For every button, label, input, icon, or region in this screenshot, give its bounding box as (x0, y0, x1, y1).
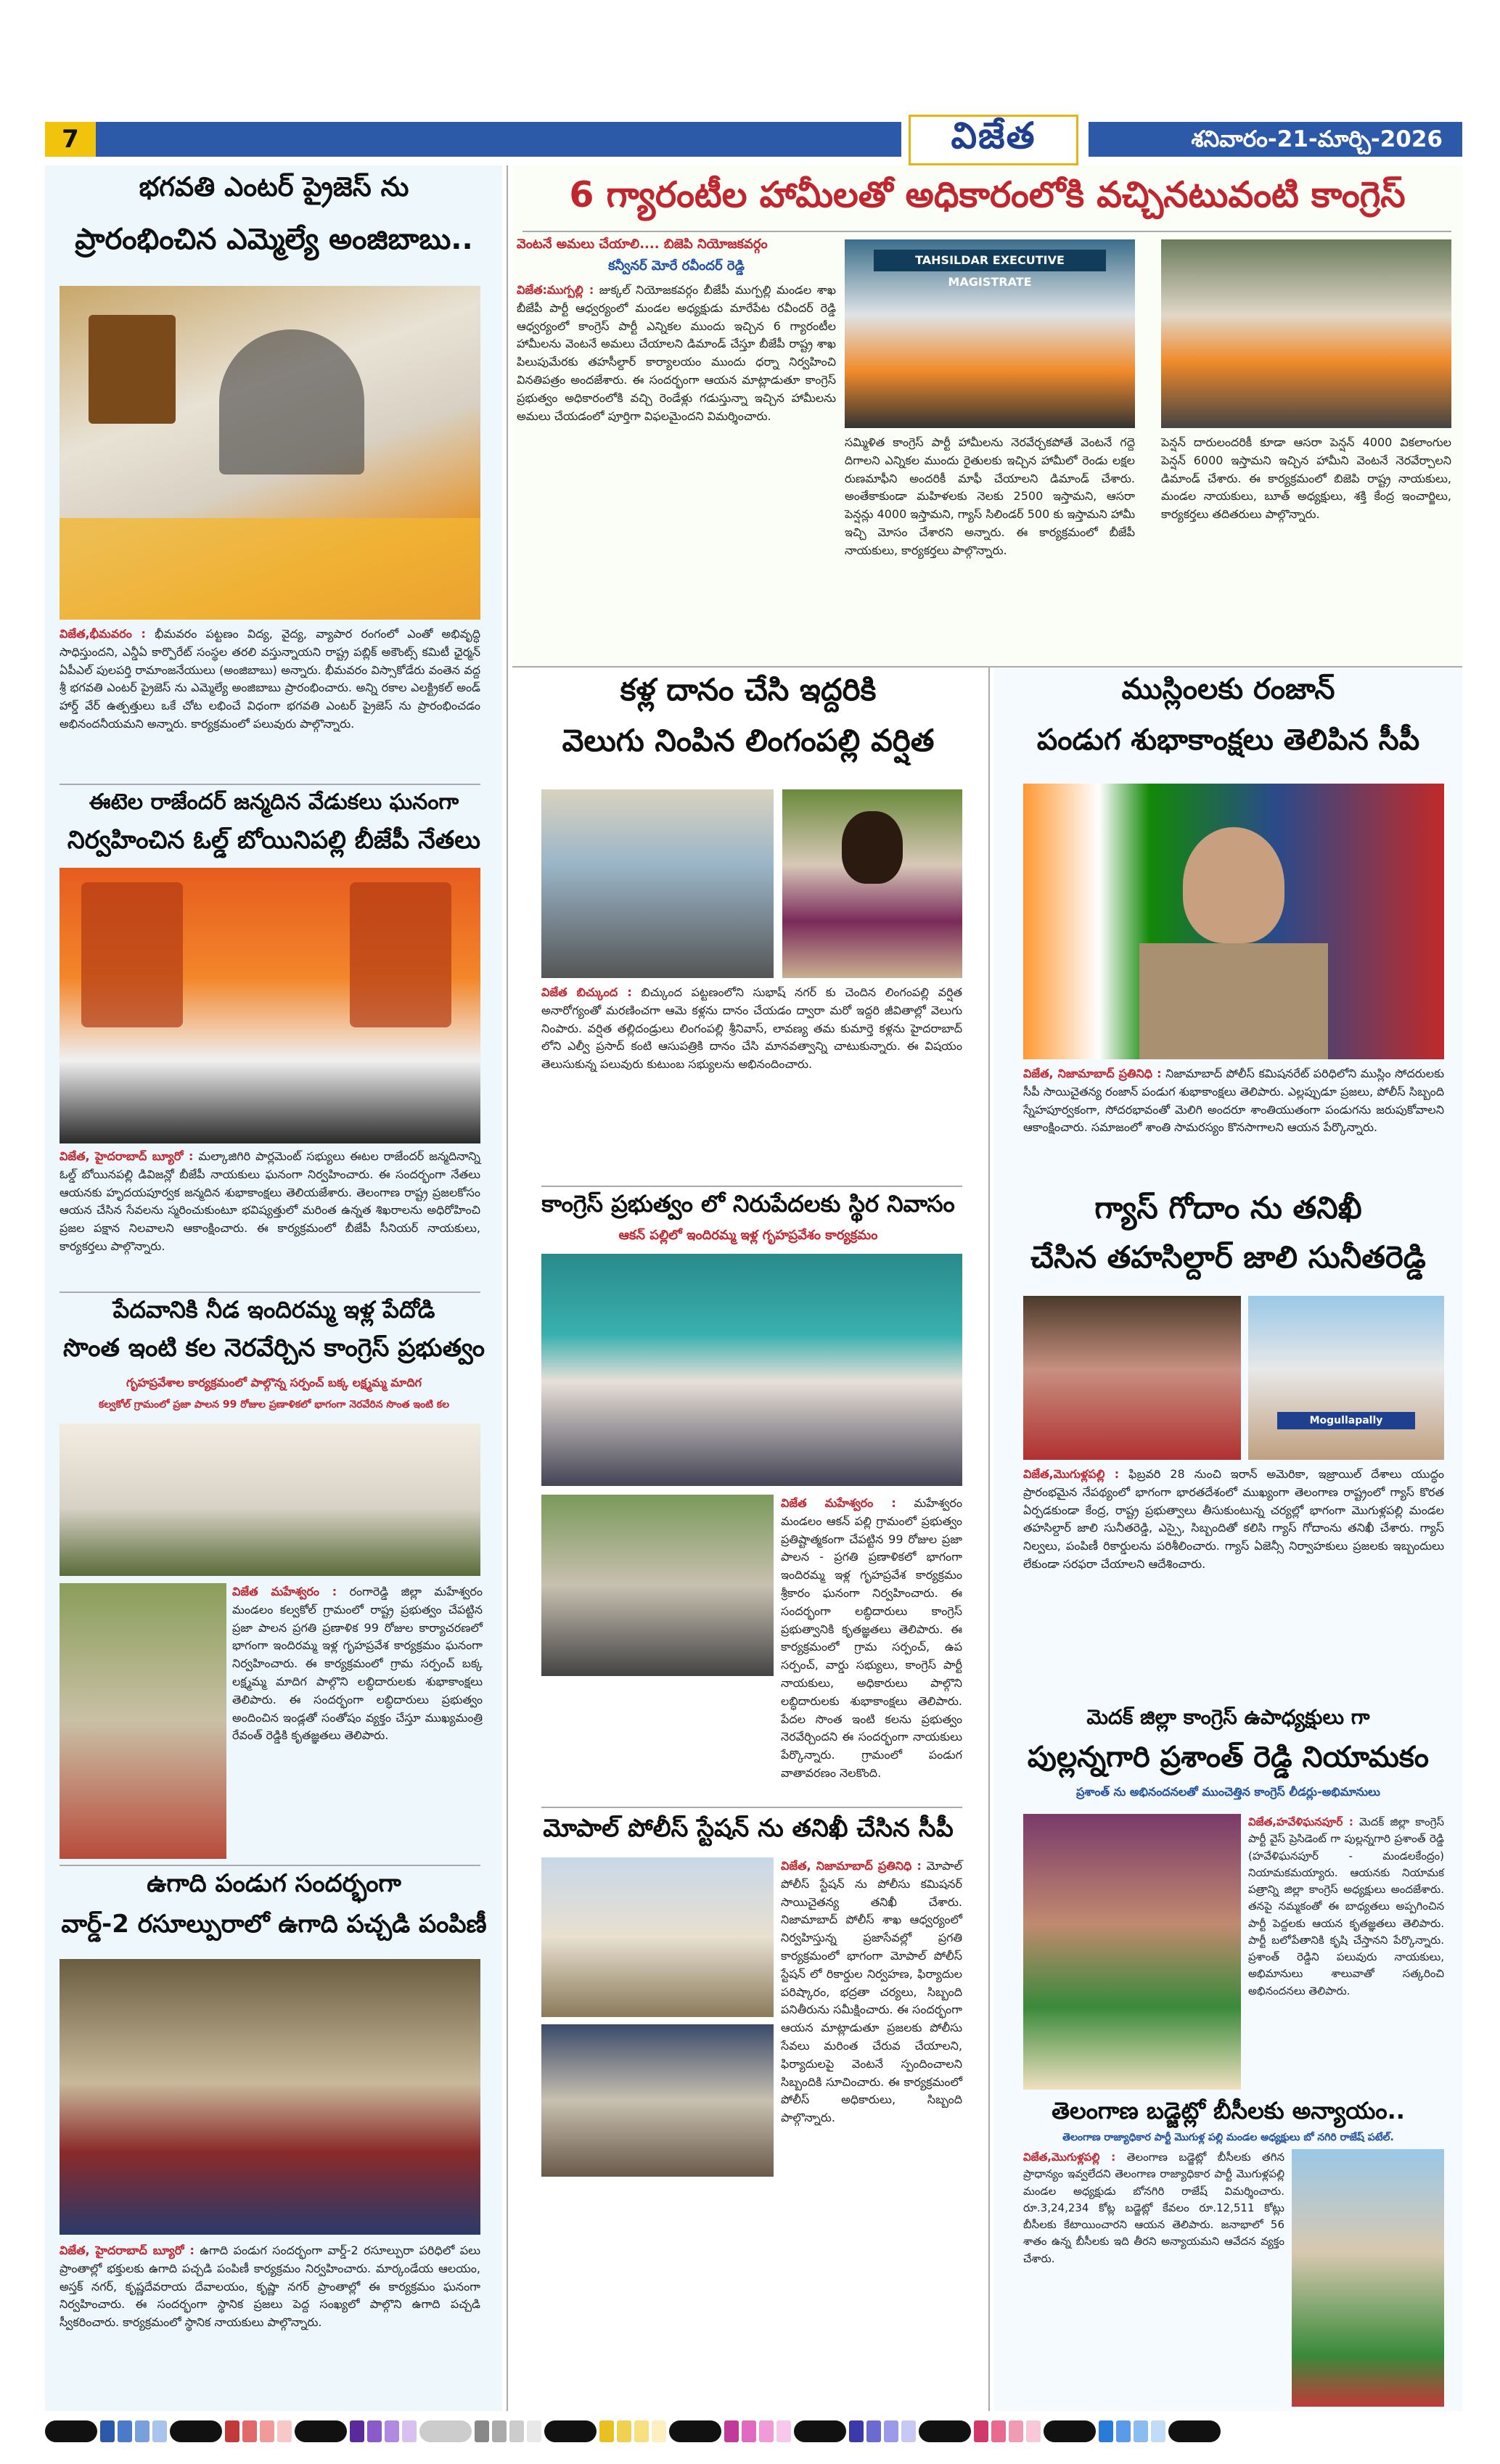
page-number: 7 (45, 122, 96, 157)
lead-headline: 6 గ్యారంటీల హామీలతో అధికారంలోకి వచ్చినటువంటి కాంగ్రెస్ (569, 174, 1406, 215)
headline: భగవతి ఎంటర్ ప్రైజెస్ ను (139, 171, 409, 202)
article-body: విజేత మహేశ్వరం : మహేశ్వరం మండలం ఆకన్ పల్లి గ్రామంలో ప్రభుత్వం ప్రతిష్టాత్మకంగా చేపట్టిన 99 రోజుల ప్రజా పాలన - ప్రగతి ప్రణాళికలో భాగంగా ఇందిరమ్మ ఇళ్ల గృహప్రవేశ కార్యక్రమం శ్రీకారం ఘనంగా నిర్వహించారు. ఈ సందర్భంగా లబ్ధిదారులు కాంగ్రెస్ ప్రభుత్వానికి కృతజ్ఞతలు తెలిపారు. ఈ కార్యక్రమంలో గ్రామ సర్పంచ్, ఉప సర్పంచ్, వార్డు సభ్యులు, కాంగ్రెస్ పార్టీ నాయకులు, అధికారులు పాల్గొని లబ్ధిదారులకు శుభాకాంక్షలు తెలిపారు. పేదల సొంత ఇంటి కలను ప్రభుత్వం నెరవేర్చిందని ఈ సందర్భంగా నాయకులు పేర్కొన్నారు. గ్రామంలో పండుగ వాతావరణం నెలకొంది. (781, 1496, 962, 1780)
sub-headline: వెంటనే అమలు చేయాలి.... బిజెపి నియోజకవర్గం (517, 237, 768, 252)
headline: తెలంగాణ బడ్జెట్లో బీసీలకు అన్యాయం.. (1052, 2097, 1405, 2124)
sub-headline: ప్రశాంత్ ను అభినందనలతో ముంచెత్తిన కాంగ్రెస్ లీడర్లు-అభిమానులు (1076, 1785, 1380, 1799)
article-body: విజేత, నిజామాబాద్ ప్రతినిధి : నిజామాబాద్ పోలీస్ కమిషనరేట్ పరిధిలోని ముస్లిం సోదరులకు సీపీ సాయిచైతన్య రంజాన్ పండుగ శుభాకాంక్షలు తెలిపారు. ఎల్లప్పుడూ ప్రజలు, పోలీస్ సిబ్బంది స్నేహపూర్వకంగా, సోదరభావంతో మెలిగి అందరూ శాంతియుతంగా పండుగను జరుపుకోవాలని ఆకాంక్షించారు. సమాజంలో శాంతి సామరస్యం కొనసాగాలని ఆయన పేర్కొన్నారు. (1023, 1067, 1444, 1135)
article-body: విజేత,హవేళిఘనపూర్ : మెదక్ జిల్లా కాంగ్రెస్ పార్టీ వైస్ ప్రెసిడెంట్ గా పుల్లన్నగారి ప్రశాంత్ రెడ్డి (హవేళిఘనపూర్ - మండలకేంద్రం) నియామకమయ్యారు. ఆయనకు నియామక పత్రాన్ని జిల్లా కాంగ్రెస్ అధ్యక్షులు అందజేశారు. తనపై నమ్మకంతో ఈ బాధ్యతలు అప్పగించిన పార్టీ పెద్దలకు ఆయన కృతజ్ఞతలు తెలిపారు. పార్టీ బలోపేతానికి కృషి చేస్తానని పేర్కొన్నారు. ప్రశాంత్ రెడ్డిని పలువురు నాయకులు, అభిమానులు శాలువాతో సత్కరించి అభినందనలు తెలిపారు. (1248, 1815, 1444, 1997)
headline: సొంత ఇంటి కల నెరవేర్చిన కాంగ్రెస్ ప్రభుత్వం (62, 1334, 485, 1363)
article-body: విజేత,మొగుళ్లపల్లి : ఫిబ్రవరి 28 నుంచి ఇరాన్ అమెరికా, ఇజ్రాయిల్ దేశాలు యుద్ధం ప్రారంభమైన నేపథ్యంలో భాగంగా భారతదేశంలో ముఖ్యంగా తెలంగాణ రాష్ట్రంలో గ్యాస్ కొరత ఏర్పడకుండా కేంద్ర, రాష్ట్ర ప్రభుత్వాలు తీసుకుంటున్న చర్యల్లో భాగంగా మొగుళ్లపల్లి మండల తహసిల్దార్ జాలి సునీతరెడ్డి, ఎస్సై, సిబ్బందితో కలిసి గ్యాస్ గోదాంను తనిఖీ చేశారు. గ్యాస్ నిల్వలు, పంపిణీ రికార్డులను పరిశీలించారు. గ్యాస్ ఏజెన్సీ నిర్వాహకులు ప్రజలకు ఇబ్బందులు లేకుండా సరఫరా చేయాలని ఆదేశించారు. (1023, 1467, 1444, 1571)
headline: ఉగాది పండుగ సందర్భంగా (147, 1869, 401, 1898)
sub-headline: తెలంగాణ రాజ్యాధికార పార్టీ మొగుళ్ల పల్లి మండల అధ్యక్షులు బో నగిరి రాజేష్ పటేల్. (1062, 2132, 1394, 2143)
rajesh-patel-photo (1292, 2149, 1444, 2407)
headline: నిర్వహించిన ఓల్డ్ బోయినిపల్లి బీజేపీ నేతలు (67, 826, 481, 855)
headline: ప్రారంభించిన ఎమ్మెల్యే అంజిబాబు.. (75, 223, 473, 256)
house-warming-photo (60, 1424, 480, 1576)
bjp-leaders-photo (1161, 239, 1451, 428)
column-divider (507, 165, 508, 2411)
article-body: విజేత, హైదరాబాద్ బ్యూరో : ఉగాది పండుగ సందర్భంగా వార్డ్-2 రసూల్పురా పరిధిలో పలు ప్రాంతాల్లో భక్తులకు ఉగాది పచ్చడి పంపిణీ కార్యక్రమం నిర్వహించారు. మార్కండేయ ఆలయం, అస్తక్ నగర్, కృష్ణదేవరాయ దేవాలయం, కృష్ణా నగర్ ప్రాంతాల్లో ఈ కార్యక్రమం ఘనంగా నిర్వహించారు. ఈ సందర్భంగా స్థానిక ప్రజలు పెద్ద సంఖ్యలో పాల్గొని ఉగాది పచ్చడి స్వీకరించారు. కార్యక్రమంలో స్థానిక నాయకులు పాల్గొన్నారు. (60, 2243, 480, 2330)
tahsildar-office-photo (845, 239, 1135, 428)
villagers-photo (541, 1495, 774, 1676)
article-body: విజేత:ముగ్పల్లి : జుక్కల్ నియోజకవర్గం బీజేపీ ముగ్పల్లి మండల శాఖ బీజేపీ పార్టీ ఆధ్వర్యంలో మండల అధ్యక్షుడు మారేపేట రవీందర్ రెడ్డి ఆధ్వర్యంలో కాంగ్రెస్ పార్టీ ఎన్నికల ముందు ఇచ్చిన 6 గ్యారంటీల హామీలను వెంటనే అమలు చేయాలని డిమాండ్ చేస్తూ బీజేపీ రాష్ట్ర శాఖ పిలుపుమేరకు తహసీల్దార్ కార్యాలయం ముందు ధర్నా నిర్వహించి వినతిపత్రం అందజేశారు. ఈ సందర్భంగా ఆయన మాట్లాడుతూ కాంగ్రెస్ ప్రభుత్వం అధికారంలోకి వచ్చి రెండేళ్లు గడుస్తున్నా ఇచ్చిన హామీలను అమలు చేయడంలో పూర్తిగా విఫలమైందని విమర్శించారు. (517, 283, 836, 423)
office-sign: TAHSILDAR EXECUTIVE MAGISTRATE (874, 250, 1106, 271)
article-body: విజేత, నిజామాబాద్ ప్రతినిధి : మోపాల్ పోలీస్ స్టేషన్ ను పోలీసు కమిషనర్ సాయిచైతన్య తనిఖీ చేశారు. నిజామాబాద్ పోలీస్ శాఖ ఆధ్వర్యంలో నిర్వహిస్తున్న ప్రజాసేవల్లో ప్రగతి కార్యక్రమంలో భాగంగా మోపాల్ పోలీస్ స్టేషన్ లో రికార్డుల నిర్వహణ, ఫిర్యాదుల పరిష్కారం, భద్రతా చర్యలు, సిబ్బంది పనితీరును సమీక్షించారు. ఈ సందర్భంగా ఆయన మాట్లాడుతూ ప్రజలకు పోలీసు సేవలు మరింత చేరువ చేయాలని, ఫిర్యాదులపై వెంటనే స్పందించాలని సిబ్బందికి సూచించారు. ఈ కార్యక్రమంలో పోలీస్ అధికారులు, సిబ్బంది పాల్గొన్నారు. (781, 1859, 962, 2125)
headline: ముస్లింలకు రంజాన్ (1121, 673, 1335, 706)
ugadi-distribution-photo (60, 1959, 480, 2235)
article-body: విజేత,భీమవరం : భీమవరం పట్టణం విద్య, వైద్య, వ్యాపార రంగంలో ఎంతో అభివృద్ధి సాధిస్తుందని, ఎన్డీఏ కార్పొరేట్ సంస్థల తరలి వస్తున్నాయని రాష్ట్ర పబ్లిక్ అకౌంట్స్ కమిటీ ఛైర్మన్ ఏపీఎల్ పులపర్తి రామాంజనేయులు (అంజిబాబు) అన్నారు. భీమవరం విస్సాకోడేరు వంతెన వద్ద శ్రీ భగవతి ఎంటర్ ప్రైజెస్ ను ఎమ్మెల్యే అంజిబాబు ప్రారంభించారు. అన్ని రకాల ఎలక్ట్రికల్ అండ్ హార్డ్ వేర్ ఉత్పత్తులు ఒకే చోట లభించే విధంగా భగవతి ఎంటర్ ప్రైజెస్ ను ప్రారంభించడం అభినందనీయమని అన్నారు. కార్యక్రమంలో పలువురు పాల్గొన్నారు. (60, 627, 481, 731)
gas-godown-photo (1023, 1296, 1241, 1460)
headline: వార్డ్-2 రసూల్పురాలో ఉగాది పచ్చడి పంపిణీ (61, 1910, 487, 1939)
headline: కాంగ్రెస్ ప్రభుత్వం లో నిరుపేదలకు స్థిర నివాసం (541, 1190, 955, 1217)
headline: ఈటెల రాజేందర్ జన్మదిన వేడుకలు ఘనంగా (89, 789, 459, 815)
gas-truck-photo (1248, 1296, 1444, 1460)
ribbon-cutting-photo (60, 1583, 226, 1859)
article-body: విజేత, హైదరాబాద్ బ్యూరో : మల్కాజిగిరి పార్లమెంట్ సభ్యులు ఈటల రాజేందర్ జన్మదినాన్ని ఓల్డ్ బోయినపల్లి డివిజన్లో బీజేపీ నాయకులు ఘనంగా నిర్వహించారు. ఈ సందర్భంగా నేతలు ఆయనకు హృదయపూర్వక జన్మదిన శుభాకాంక్షలు తెలియజేశారు. తెలంగాణ రాష్ట్ర ప్రజలకోసం ఆయన చేసిన సేవలను స్మరించుకుంటూ భవిష్యత్తులో మరింత ఉన్నత శిఖరాలను అధిరోహించి ప్రజల పక్షాన నిలవాలని ఆకాంక్షించారు. ఈ కార్యక్రమంలో బీజేపీ సీనియర్ నాయకులు, కార్యకర్తలు పాల్గొన్నారు. (60, 1149, 480, 1253)
truck-sign: Mogullapally (1277, 1412, 1415, 1429)
headline: మెదక్ జిల్లా కాంగ్రెస్ ఉపాధ్యక్షులు గా (1086, 1705, 1370, 1729)
prashanth-reddy-photo (1023, 1814, 1241, 2090)
police-commissioner-photo (1023, 784, 1444, 1059)
varshitha-portrait (782, 789, 962, 978)
sub-headline: ఆకన్ పల్లిలో ఇందిరమ్మ ఇళ్ల గృహప్రవేశం కార్యక్రమం (618, 1228, 878, 1243)
article-body: పెన్షన్ దారులందరికీ కూడా ఆసరా పెన్షన్ 4000 వికలాంగుల పెన్షన్ 6000 ఇస్తామని ఇచ్చిన హామీని వెంటనే నెరవేర్చాలని డిమాండ్ చేశారు. ఈ కార్యక్రమంలో బిజెపి రాష్ట్ర నాయకులు, మండల నాయకులు, బూత్ అధ్యక్షులు, శక్తి కేంద్ర ఇంచార్జిలు, కార్యకర్తలు తదితరులు పాల్గొన్నారు. (1161, 435, 1451, 522)
store-opening-photo (60, 286, 480, 620)
issue-date: శనివారం-21-మార్చి-2026 (1191, 126, 1443, 152)
article-body: విజేత బిచ్కుంద : బిచ్కుంద పట్టణంలోని సుభాష్ నగర్ కు చెందిన లింగంపల్లి వర్షిత అనారోగ్యంతో మరణించగా ఆమె కళ్లను దానం చేయడం ద్వారా మరో ఇద్దరి జీవితాల్లో వెలుగు నింపారు. వర్షిత తల్లిదండ్రులు లింగంపల్లి శ్రీనివాస్, లావణ్య తమ కుమార్తె కళ్లను హైదరాబాద్ లోని ఎల్వీ ప్రసాద్ కంటి ఆసుపత్రికి దానం చేసి మానవత్వాన్ని చాటుకున్నారు. ఈ విషయం తెలుసుకున్న పలువురు కుటుంబ సభ్యులను అభినందించారు. (541, 985, 962, 1072)
article-body: విజేత మహేశ్వరం : రంగారెడ్డి జిల్లా మహేశ్వరం మండలం కల్వకోల్ గ్రామంలో రాష్ట్ర ప్రభుత్వం చేపట్టిన ప్రజా పాలన ప్రగతి ప్రణాళిక 99 రోజుల కార్యాచరణలో భాగంగా ఇందిరమ్మ ఇళ్ల గృహప్రవేశ కార్యక్రమం ఘనంగా నిర్వహించారు. ఈ కార్యక్రమంలో గ్రామ సర్పంచ్ బక్క లక్ష్మమ్మ మాదిగ పాల్గొని లబ్ధిదారులకు శుభాకాంక్షలు తెలిపారు. ఈ సందర్భంగా లబ్ధిదారులు ప్రభుత్వం అందించిన ఇండ్లతో సంతోషం వ్యక్తం చేస్తూ ముఖ్యమంత్రి రేవంత్ రెడ్డికి కృతజ్ఞతలు తెలిపారు. (232, 1585, 483, 1743)
family-gathering-photo (541, 789, 774, 978)
article-body: సమ్మిళిత కాంగ్రెస్ పార్టీ హామీలను నెరవేర్చకపోతే వెంటనే గద్దె దిగాలని ఎన్నికల ముందు రైతులకు ఇచ్చిన హామీలో రెండు లక్షల రుణమాఫీని అందరికీ మాఫీ చేయాలని డిమాండ్ చేశారు. అంతేకాకుండా మహిళలకు నెలకు 2500 ఇస్తామని, ఆసరా పెన్షన్లు 4000 ఇస్తామని, గ్యాస్ సిలిండర్ 500 కు ఇస్తామని హామీ ఇచ్చి మోసం చేశారని అన్నారు. ఈ కార్యక్రమంలో బీజేపీ నాయకులు, కార్యకర్తలు పాల్గొన్నారు. (845, 435, 1135, 557)
headline: చేసిన తహసిల్దార్ జాలి సునీతరెడ్డి (1030, 1239, 1426, 1275)
headline: మోపాల్ పోలీస్ స్టేషన్ ను తనిఖీ చేసిన సీపీ (543, 1814, 954, 1843)
article-body: విజేత,మొగుళ్లపల్లి : తెలంగాణ బడ్జెట్లో బీసీలకు తగిన ప్రాధాన్యం ఇవ్వలేదని తెలంగాణ రాజ్యాధికార పార్టీ మొగుళ్లపల్లి మండల అధ్యక్షుడు బోనగిరి రాజేష్ విమర్శించారు. రూ.3,24,234 కోట్ల బడ్జెట్లో కేవలం రూ.12,511 కోట్లు బీసీలకు కేటాయించారని ఆయన తెలిపారు. జనాభాలో 56 శాతం ఉన్న బీసీలకు ఇది తీరని అన్యాయమని ఆవేదన వ్యక్తం చేశారు. (1023, 2151, 1284, 2265)
headline: కళ్ల దానం చేసి ఇద్దరికి (620, 672, 877, 707)
headline: వెలుగు నింపిన లింగంపల్లి వర్షిత (562, 723, 935, 758)
headline: పండుగ శుభాకాంక్షలు తెలిపిన సీపీ (1036, 723, 1420, 757)
column-divider (988, 668, 990, 2411)
headline: పేదవానికి నీడ ఇందిరమ్మ ఇళ్ల పేదోడి (112, 1296, 435, 1323)
sub-headline: కన్వీనర్ మోరే రవీందర్ రెడ్డి (608, 258, 745, 274)
sub-headline: కల్వకోల్ గ్రామంలో ప్రజా పాలన 99 రోజుల ప్రణాళికలో భాగంగా నెరవేరిన సొంత ఇంటి కల (98, 1399, 450, 1410)
police-inspection-photo (541, 1857, 774, 2017)
birthday-celebration-photo (60, 868, 480, 1143)
police-office-photo (541, 2024, 774, 2177)
headline: గ్యాస్ గోదాం ను తనిఖీ (1094, 1190, 1362, 1225)
sub-headline: గృహప్రవేశాల కార్యక్రమంలో పాల్గొన్న సర్పంచ్ బక్క లక్ష్మమ్మ మాదిగ (126, 1376, 422, 1389)
footer-color-strip (45, 2416, 1462, 2447)
group-photo-house (541, 1254, 962, 1486)
masthead-bar-left (45, 122, 901, 157)
headline: పుల్లన్నగారి ప్రశాంత్ రెడ్డి నియామకం (1027, 1741, 1430, 1774)
newspaper-logo: విజేత (909, 115, 1078, 165)
